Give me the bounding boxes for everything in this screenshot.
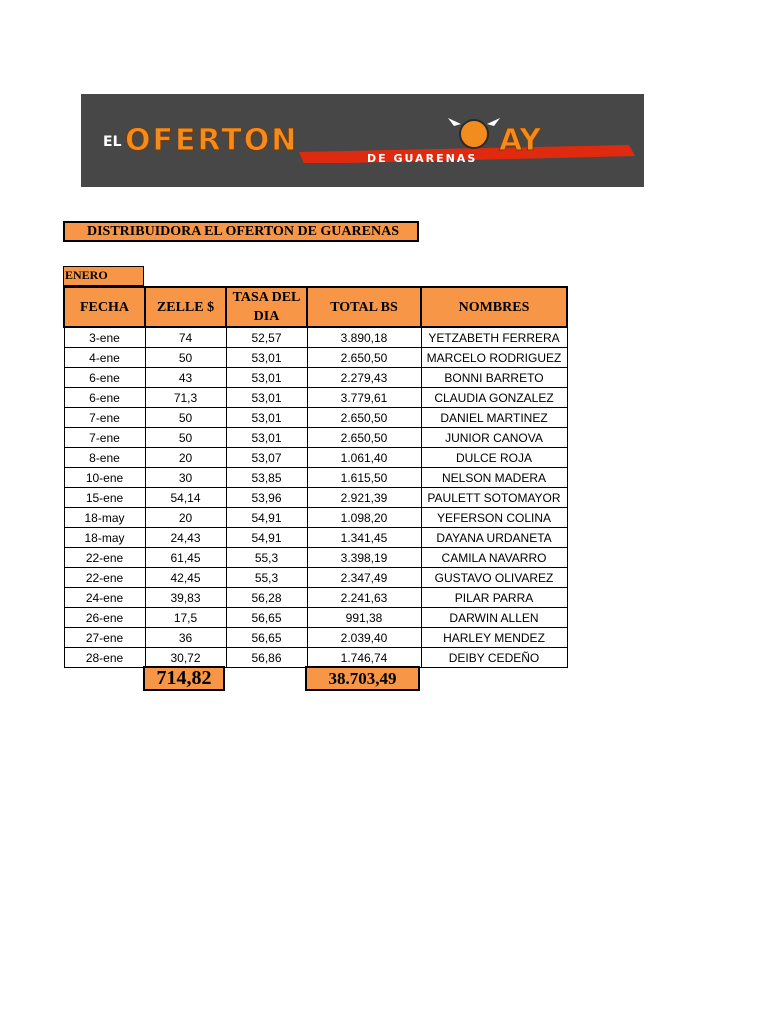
- cell-fecha: 8-ene: [64, 448, 145, 468]
- table-row: [64, 428, 567, 448]
- oferton-logo: [99, 118, 639, 163]
- cell-tasa: 53,01: [226, 388, 307, 408]
- table-header-row: [64, 287, 567, 327]
- cell-fecha: 10-ene: [64, 468, 145, 488]
- svg-text:DE GUARENAS: DE GUARENAS: [367, 152, 478, 163]
- cell-total-bs: 2.347,49: [307, 568, 421, 588]
- cell-total-bs: 1.098,20: [307, 508, 421, 528]
- cell-zelle: 20: [145, 508, 226, 528]
- cell-fecha: 6-ene: [64, 368, 145, 388]
- table-row: [64, 608, 567, 628]
- cell-tasa: 56,86: [226, 648, 307, 668]
- total-bs: 38.703,49: [305, 666, 420, 691]
- header-nombres: NOMBRES: [421, 287, 567, 327]
- cell-zelle: 24,43: [145, 528, 226, 548]
- cell-fecha: 28-ene: [64, 648, 145, 668]
- cell-zelle: 50: [145, 408, 226, 428]
- cell-total-bs: 1.746,74: [307, 648, 421, 668]
- cell-total-bs: 1.615,50: [307, 468, 421, 488]
- svg-text:OFERTON: OFERTON: [125, 123, 299, 158]
- header-total-bs: TOTAL BS: [307, 287, 421, 327]
- cell-nombre: DULCE ROJA: [421, 448, 567, 468]
- header-tasa-del-dia: TASA DEL DIA: [226, 287, 307, 327]
- cell-fecha: 6-ene: [64, 388, 145, 408]
- cell-nombre: DARWIN ALLEN: [421, 608, 567, 628]
- cell-tasa: 56,65: [226, 608, 307, 628]
- table-row: [64, 388, 567, 408]
- cell-nombre: JUNIOR CANOVA: [421, 428, 567, 448]
- table-row: [64, 588, 567, 608]
- cell-total-bs: 2.650,50: [307, 428, 421, 448]
- cell-nombre: YETZABETH FERRERA: [421, 327, 567, 348]
- cell-nombre: DANIEL MARTINEZ: [421, 408, 567, 428]
- cell-tasa: 54,91: [226, 528, 307, 548]
- cell-tasa: 53,01: [226, 408, 307, 428]
- cell-tasa: 53,01: [226, 368, 307, 388]
- header-fecha: FECHA: [64, 287, 145, 327]
- cell-tasa: 55,3: [226, 548, 307, 568]
- month-label: ENERO: [63, 266, 144, 286]
- cell-zelle: 30: [145, 468, 226, 488]
- svg-text:EL: EL: [103, 134, 122, 150]
- cell-tasa: 53,01: [226, 428, 307, 448]
- table-row: [64, 448, 567, 468]
- cell-zelle: 50: [145, 348, 226, 368]
- cell-fecha: 24-ene: [64, 588, 145, 608]
- cell-zelle: 61,45: [145, 548, 226, 568]
- table-row: [64, 648, 567, 668]
- cell-tasa: 54,91: [226, 508, 307, 528]
- table-row: [64, 408, 567, 428]
- table-row: [64, 468, 567, 488]
- table-row: [64, 488, 567, 508]
- cell-fecha: 18-may: [64, 528, 145, 548]
- cell-zelle: 17,5: [145, 608, 226, 628]
- cell-nombre: GUSTAVO OLIVAREZ: [421, 568, 567, 588]
- cell-nombre: MARCELO RODRIGUEZ: [421, 348, 567, 368]
- table-row: [64, 528, 567, 548]
- cell-total-bs: 2.650,50: [307, 408, 421, 428]
- header-zelle: ZELLE $: [145, 287, 226, 327]
- cell-tasa: 52,57: [226, 327, 307, 348]
- cell-zelle: 30,72: [145, 648, 226, 668]
- cell-total-bs: 3.890,18: [307, 327, 421, 348]
- cell-fecha: 26-ene: [64, 608, 145, 628]
- cell-zelle: 54,14: [145, 488, 226, 508]
- cell-nombre: HARLEY MENDEZ: [421, 628, 567, 648]
- table-row: [64, 368, 567, 388]
- cell-fecha: 27-ene: [64, 628, 145, 648]
- cell-nombre: NELSON MADERA: [421, 468, 567, 488]
- table-row: [64, 508, 567, 528]
- cell-total-bs: 2.279,43: [307, 368, 421, 388]
- cell-fecha: 18-may: [64, 508, 145, 528]
- cell-total-bs: 3.779,61: [307, 388, 421, 408]
- logo-banner: [81, 94, 644, 187]
- cell-zelle: 71,3: [145, 388, 226, 408]
- table-row: [64, 348, 567, 368]
- table-row: [64, 548, 567, 568]
- cell-fecha: 22-ene: [64, 548, 145, 568]
- cell-total-bs: 1.341,45: [307, 528, 421, 548]
- cell-fecha: 22-ene: [64, 568, 145, 588]
- cell-total-bs: 991,38: [307, 608, 421, 628]
- cell-zelle: 39,83: [145, 588, 226, 608]
- cell-tasa: 53,07: [226, 448, 307, 468]
- cell-total-bs: 2.241,63: [307, 588, 421, 608]
- cell-tasa: 55,3: [226, 568, 307, 588]
- cell-fecha: 4-ene: [64, 348, 145, 368]
- cell-tasa: 53,01: [226, 348, 307, 368]
- cell-total-bs: 2.650,50: [307, 348, 421, 368]
- cell-tasa: 53,96: [226, 488, 307, 508]
- cell-zelle: 50: [145, 428, 226, 448]
- table-row: [64, 628, 567, 648]
- table-row: [64, 327, 567, 348]
- cell-nombre: DAYANA URDANETA: [421, 528, 567, 548]
- cell-nombre: BONNI BARRETO: [421, 368, 567, 388]
- cell-tasa: 53,85: [226, 468, 307, 488]
- table-row: [64, 568, 567, 588]
- cell-zelle: 42,45: [145, 568, 226, 588]
- cell-zelle: 36: [145, 628, 226, 648]
- cell-zelle: 43: [145, 368, 226, 388]
- company-title: DISTRIBUIDORA EL OFERTON DE GUARENAS: [63, 221, 419, 242]
- cell-nombre: DEIBY CEDEÑO: [421, 648, 567, 668]
- cell-tasa: 56,28: [226, 588, 307, 608]
- cell-tasa: 56,65: [226, 628, 307, 648]
- cell-fecha: 15-ene: [64, 488, 145, 508]
- cell-total-bs: 2.921,39: [307, 488, 421, 508]
- cell-nombre: CAMILA NAVARRO: [421, 548, 567, 568]
- cell-nombre: PILAR PARRA: [421, 588, 567, 608]
- cell-zelle: 74: [145, 327, 226, 348]
- cell-fecha: 7-ene: [64, 428, 145, 448]
- sales-table: [63, 286, 568, 668]
- cell-nombre: CLAUDIA GONZALEZ: [421, 388, 567, 408]
- cell-nombre: YEFERSON COLINA: [421, 508, 567, 528]
- cell-zelle: 20: [145, 448, 226, 468]
- cell-total-bs: 3.398,19: [307, 548, 421, 568]
- total-zelle: 714,82: [143, 666, 225, 691]
- cell-fecha: 7-ene: [64, 408, 145, 428]
- cell-nombre: PAULETT SOTOMAYOR: [421, 488, 567, 508]
- svg-text:AY: AY: [499, 123, 542, 158]
- cell-total-bs: 2.039,40: [307, 628, 421, 648]
- cell-total-bs: 1.061,40: [307, 448, 421, 468]
- cell-fecha: 3-ene: [64, 327, 145, 348]
